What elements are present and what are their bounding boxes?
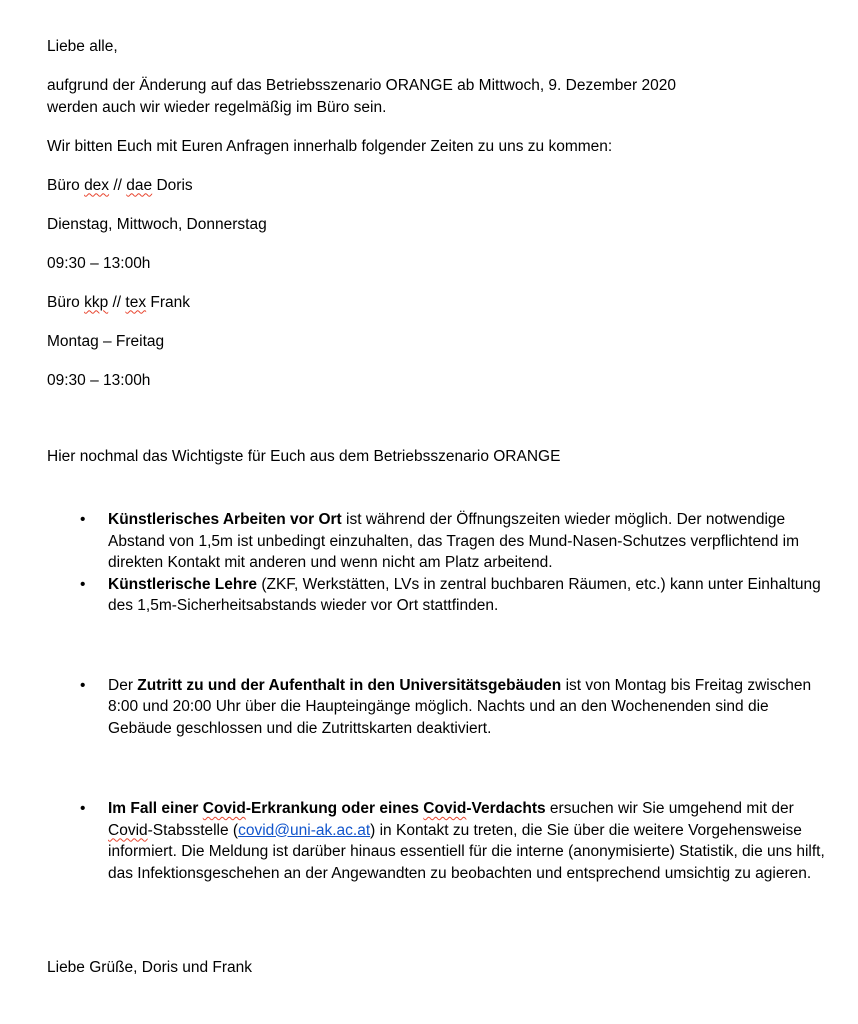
text-run: aufgrund der Änderung auf das Betriebsszenario ORANGE ab Mittwoch, 9. Dezember 2020: [47, 77, 676, 94]
office-dex-dae-title: [47, 175, 818, 197]
greeting-paragraph: [47, 36, 818, 58]
summary-heading: [47, 446, 818, 468]
text-run: Dienstag, Mittwoch, Donnerstag: [47, 215, 267, 233]
office-kkp-tex-hours: [47, 370, 818, 392]
text-run: 09:30 – 13:00h: [47, 371, 151, 389]
text-run: Wir bitten Euch mit Euren Anfragen innerhalb folgender Zeiten zu uns zu kommen:: [47, 137, 613, 155]
text-run: //: [109, 176, 127, 194]
text-run: Künstlerische Lehre: [108, 575, 258, 593]
intro-paragraph: [47, 75, 818, 118]
text-run: direkten Kontakt mit anderen und wenn nicht am Platz arbeitend.: [108, 554, 553, 571]
text-run: das Infektionsgeschehen an der Angewandten zu beobachten und entsprechend umsichtig zu agieren.: [108, 864, 812, 882]
text-run: -Erkrankung oder eines: [245, 800, 424, 817]
signoff-paragraph: [47, 957, 818, 979]
text-run: informiert. Die Meldung ist darüber hinaus essentiell für die interne (anonymisierte) Statistik, die uns hilft,: [108, 843, 825, 860]
bullet-item-kuenstlerische-lehre: [108, 574, 821, 617]
text-run: -Verdachts: [466, 800, 546, 817]
misspelled-word: Covid: [108, 821, 148, 839]
text-run: ) in Kontakt zu treten, die Sie über die weitere Vorgehensweise: [370, 821, 802, 839]
text-run: Liebe alle,: [47, 38, 118, 55]
bullet-group-work-and-teaching: [47, 509, 821, 617]
request-paragraph: [47, 136, 818, 158]
text-run: Im Fall einer: [108, 800, 203, 817]
text-run: ist während der Öffnungszeiten wieder möglich. Der notwendige: [341, 511, 786, 528]
bullet-group-access: [47, 675, 818, 740]
misspelled-word: kkp: [84, 293, 109, 311]
text-run: Hier nochmal das Wichtigste für Euch aus dem Betriebsszenario ORANGE: [47, 447, 561, 465]
text-run: Gebäude geschlossen und die Zutrittskarten deaktiviert.: [108, 719, 492, 737]
text-run: 8:00 und 20:00 Uhr über die Haupteingänge möglich. Nachts und an den Wochenenden sind die: [108, 698, 769, 715]
office-kkp-tex-title: [47, 292, 818, 314]
text-run: Der: [108, 676, 138, 694]
text-run: Büro: [47, 293, 85, 311]
text-run: Doris: [152, 176, 193, 194]
text-run: Liebe Grüße, Doris und Frank: [47, 959, 253, 976]
misspelled-word: dex: [84, 176, 110, 194]
office-dex-dae-hours: [47, 253, 818, 275]
text-run: werden auch wir wieder regelmäßig im Büro sein.: [47, 98, 387, 116]
bullet-item-kuenstlerisches-arbeiten: [108, 509, 818, 574]
misspelled-word: Covid: [202, 800, 246, 817]
text-run: Frank: [146, 293, 191, 311]
misspelled-word: dae: [126, 176, 153, 194]
text-run: Montag – Freitag: [47, 332, 165, 350]
office-kkp-tex-days: [47, 331, 818, 353]
text-run: ersuchen wir Sie umgehend mit der: [545, 800, 794, 817]
misspelled-word: Covid: [423, 800, 467, 817]
text-run: ist von Montag bis Freitag zwischen: [561, 676, 812, 694]
text-run: Künstlerisches Arbeiten vor Ort: [108, 511, 342, 528]
text-run: Zutritt zu und der Aufenthalt in den Universitätsgebäuden: [137, 676, 562, 694]
bullet-item-covid-fall: [108, 798, 825, 884]
office-dex-dae-days: [47, 214, 818, 236]
bullet-item-zutritt: [108, 675, 818, 740]
text-run: (ZKF, Werkstätten, LVs in zentral buchbaren Räumen, etc.) kann unter Einhaltung: [257, 575, 821, 593]
misspelled-word: tex: [125, 293, 147, 311]
text-run: 09:30 – 13:00h: [47, 254, 151, 272]
covid-email-link[interactable]: covid@uni-ak.ac.at: [238, 821, 371, 839]
text-run: -Stabsstelle (: [147, 821, 239, 839]
text-run: des 1,5m-Sicherheitsabstands wieder vor Ort stattfinden.: [108, 597, 499, 614]
bullet-group-covid-case: [47, 798, 825, 884]
text-run: //: [108, 293, 126, 311]
text-run: Büro: [47, 176, 85, 194]
text-run: Abstand von 1,5m ist unbedingt einzuhalten, das Tragen des Mund-Nasen-Schutzes verpflichtend im: [108, 532, 800, 550]
